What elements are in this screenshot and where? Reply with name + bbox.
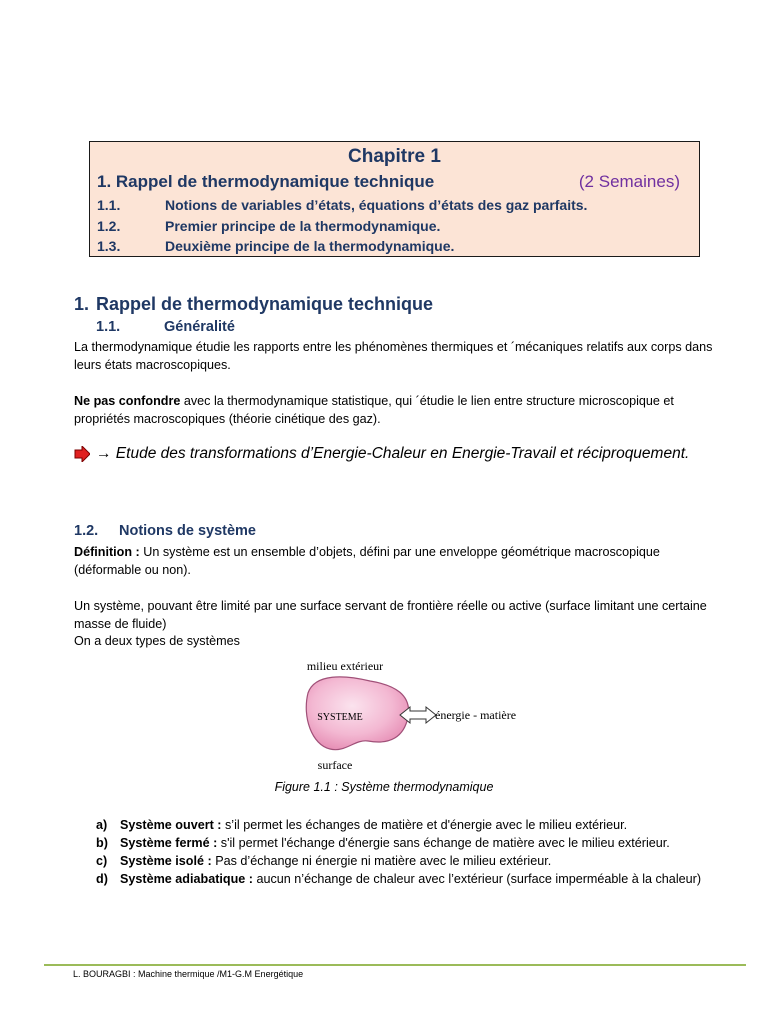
- list-item: b) Système fermé : s'il permet l'échange d'énergie sans échange de matière avec le milieu extérieur.: [96, 836, 670, 850]
- chapter-main-heading: 1. Rappel de thermodynamique technique: [97, 172, 435, 191]
- footer-divider: [44, 964, 746, 966]
- subsection-heading: 1.2. Notions de système: [74, 523, 256, 539]
- figure-caption: Figure 1.1 : Système thermodynamique: [274, 780, 494, 794]
- footer-text: L. BOURAGBI : Machine thermique /M1-G.M Energétique: [73, 969, 304, 979]
- paragraph: Ne pas confondre avec la thermodynamique statistique, qui ´étudie le lien entre structure microscopique et propriétés macroscopiques (théorie cinétique des gaz).: [74, 394, 674, 426]
- paragraph: Définition : Un système est un ensemble d’objets, défini par une enveloppe géométrique macroscopique (déformable ou non).: [74, 545, 660, 577]
- chapter-item: 1.2. Premier principe de la thermodynamique.: [97, 218, 441, 234]
- system-types-list: [96, 816, 716, 888]
- chapter-duration: (2 Semaines): [578, 172, 680, 191]
- paragraph: On a deux types de systèmes: [74, 634, 240, 648]
- label-milieu-exterieur: milieu extérieur: [306, 659, 384, 673]
- list-item: a) Système ouvert : s’il permet les échanges de matière et d'énergie avec le milieu extérieur.: [96, 818, 628, 832]
- label-energie-matiere: énergie - matière: [435, 708, 517, 722]
- system-diagram: [290, 655, 540, 775]
- paragraph: Un système, pouvant être limité par une surface servant de frontière réelle ou active (surface limitant une certaine masse de fluide): [74, 599, 707, 631]
- chapter-summary-box: [89, 141, 700, 257]
- chapter-item: 1.1. Notions de variables d’états, équations d’états des gaz parfaits.: [97, 197, 588, 213]
- section-heading: 1. Rappel de thermodynamique technique: [74, 294, 434, 314]
- highlight-note: → Etude des transformations d’Energie-Chaleur en Energie-Travail et réciproquement.: [96, 445, 690, 462]
- label-surface: surface: [317, 758, 353, 772]
- subsection-heading: 1.1. Généralité: [96, 319, 235, 335]
- list-item: c) Système isolé : Pas d’échange ni énergie ni matière avec le milieu extérieur.: [96, 854, 552, 868]
- paragraph: La thermodynamique étudie les rapports entre les phénomènes thermiques et ´mécaniques relatifs aux corps dans leurs états macroscopiques.: [74, 340, 713, 372]
- chapter-title: Chapitre 1: [348, 146, 441, 167]
- label-systeme: SYSTEME: [317, 712, 363, 723]
- chapter-item: 1.3. Deuxième principe de la thermodynamique.: [97, 238, 455, 254]
- list-item: d) Système adiabatique : aucun n’échange de chaleur avec l’extérieur (surface imperméable à la chaleur): [96, 872, 702, 886]
